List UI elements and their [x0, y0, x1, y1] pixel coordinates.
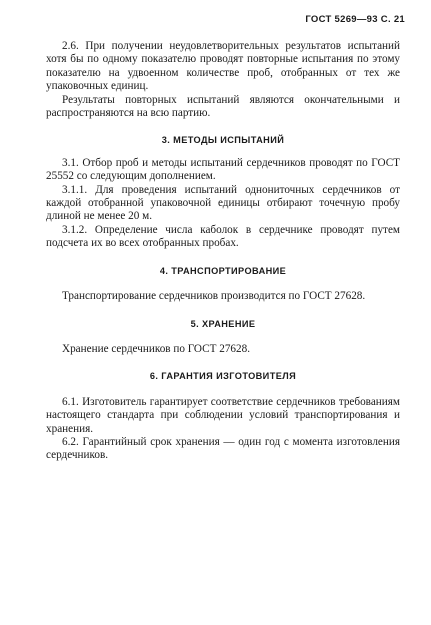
- document-body: [46, 40, 400, 463]
- paragraph-3-1-2: 3.1.2. Определение числа каболок в сердечнике проводят путем подсчета их во всех отобранных пробах.: [46, 223, 400, 250]
- paragraph-4: Транспортирование сердечников производится по ГОСТ 27628.: [62, 290, 366, 303]
- section-heading-4: 4. ТРАНСПОРТИРОВАНИЕ: [159, 265, 287, 276]
- paragraph-3-1: 3.1. Отбор проб и методы испытаний сердечников проводят по ГОСТ 25552 со следующим дополнением.: [46, 156, 400, 183]
- running-header: ГОСТ 5269—93 С. 21: [305, 14, 405, 25]
- paragraph-3-1-1: 3.1.1. Для проведения испытаний однониточных сердечников от каждой отобранной упаковочной единицы отбирают точечную пробу длиной не менее 20 м.: [46, 183, 400, 223]
- paragraph-6-1: 6.1. Изготовитель гарантирует соответствие сердечников требованиям настоящего стандарта при соблюдении условий транспортирования и хранения.: [46, 395, 400, 435]
- section-heading-3: 3. МЕТОДЫ ИСПЫТАНИЙ: [161, 135, 285, 146]
- section-heading-5: 5. ХРАНЕНИЕ: [190, 318, 256, 329]
- paragraph-5: Хранение сердечников по ГОСТ 27628.: [62, 342, 251, 355]
- section-heading-6: 6. ГАРАНТИЯ ИЗГОТОВИТЕЛЯ: [149, 371, 297, 382]
- paragraph-2-6-final: Результаты повторных испытаний являются окончательными и распространяются на всю партию.: [46, 93, 400, 120]
- paragraph-6-2: 6.2. Гарантийный срок хранения — один год с момента изготовления сердечников.: [46, 435, 400, 462]
- paragraph-2-6: 2.6. При получении неудовлетворительных результатов испытаний хотя бы по одному показателю проводят повторные испытания по этому показателю на удвоенном количестве проб, отобранных от тех же упаковочных единиц.: [46, 40, 400, 93]
